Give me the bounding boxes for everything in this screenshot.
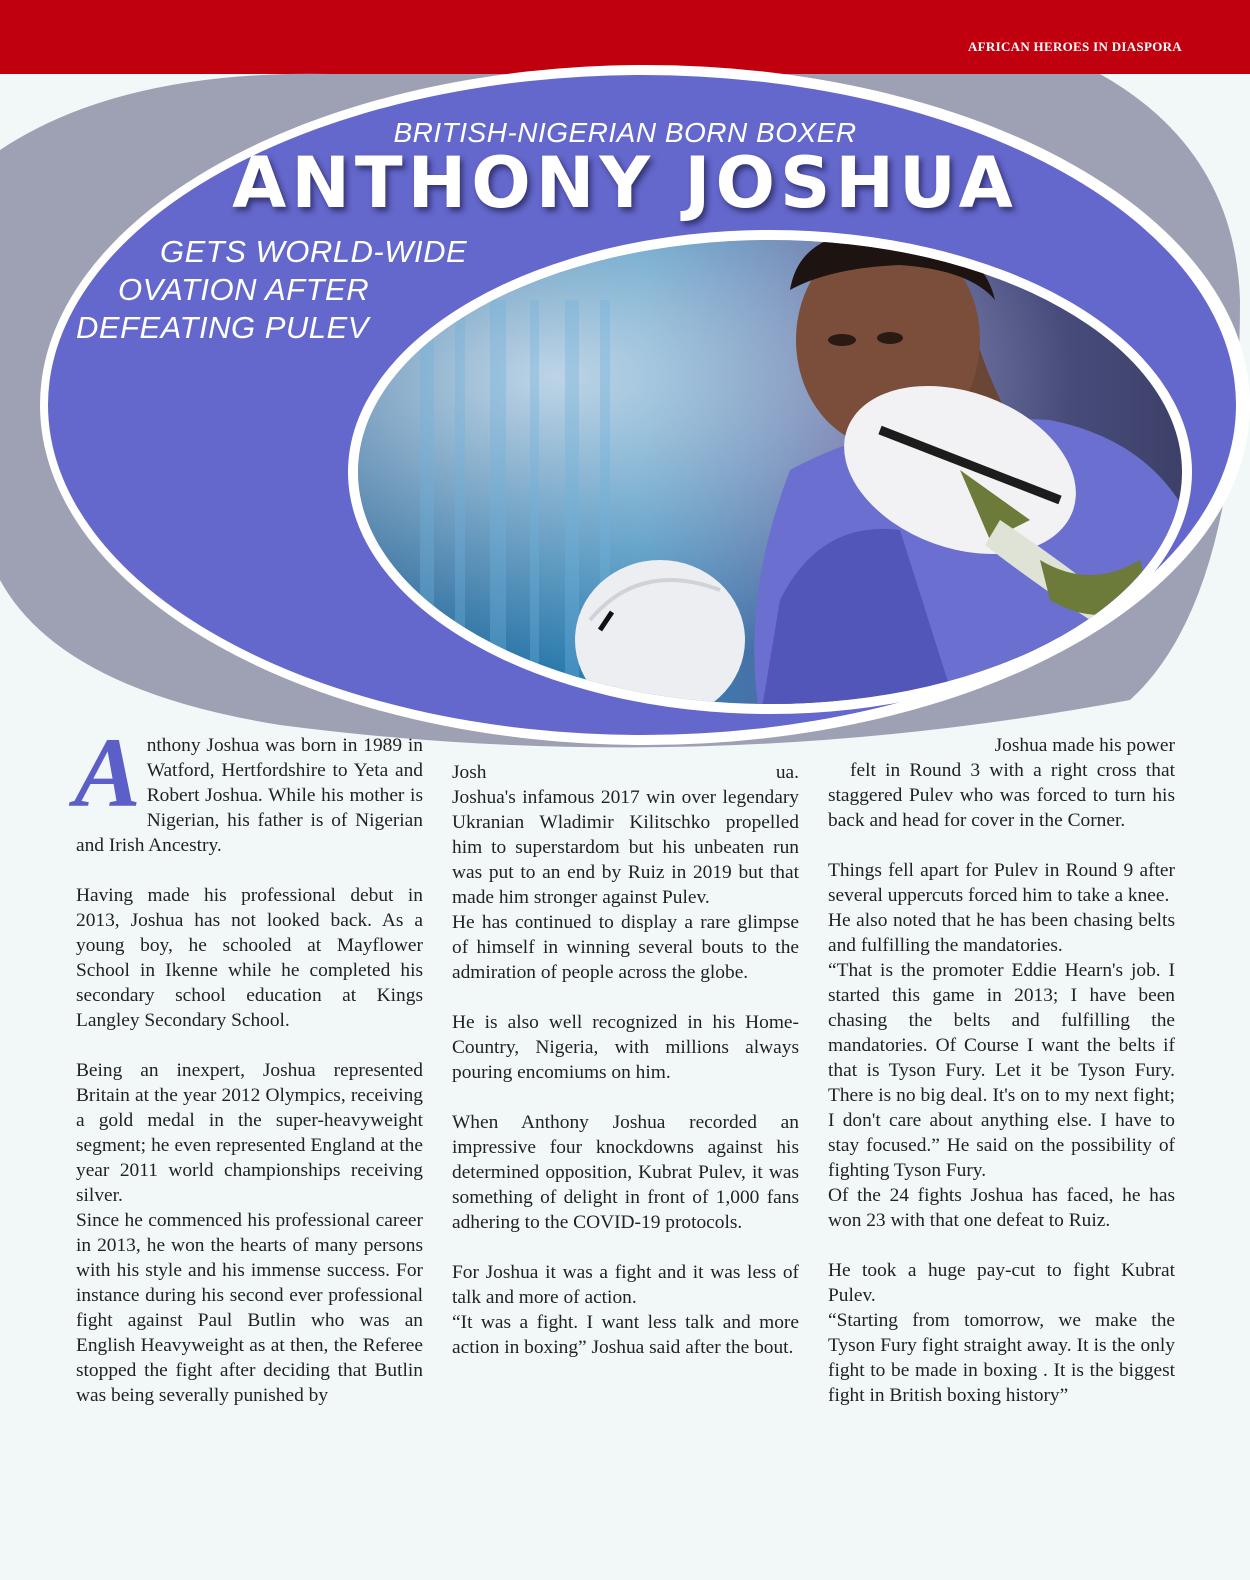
paragraph: felt in Round 3 with a right cross that staggered Pulev who was forced to turn his back and head for cover in the Corner. (828, 760, 1175, 831)
article-column-1 (74, 717, 423, 1433)
paragraph: Of the 24 fights Joshua has faced, he has won 23 with that one defeat to Ruiz. (828, 1185, 1175, 1231)
article-column-3 (828, 733, 1175, 1433)
section-label: AFRICAN HEROES IN DIASPORA (967, 39, 1182, 54)
paragraph: “Starting from tomorrow, we make the Tyson Fury fight straight away. It is the only fight to be made in boxing . It is the biggest fight in British boxing history” (828, 1310, 1175, 1406)
paragraph: For Joshua it was a fight and it was less of talk and more of action. (452, 1262, 799, 1308)
paragraph-text: nthony Joshua was born in 1989 in Watford, Hertfordshire to Yeta and Robert Joshua. While his mother is Nigerian, his father is of Nigerian and Irish Ancestry. (76, 735, 423, 856)
headline-subtitle (70, 233, 500, 347)
article-column-2 (452, 760, 799, 1385)
paragraph: Joshua made his power (994, 735, 1175, 756)
paragraph: “That is the promoter Eddie Hearn's job. I started this game in 2013; I have been chasing the belts and fulfilling the mandatories. Of Course I want the belts if that is Tyson Fury. Let it be Tyson Fury. There is no big deal. It's on to my next fight; I don't care about anything else. I have to stay focused.” He said on the possibility of fighting Tyson Fury. (828, 960, 1175, 1181)
paragraph: When Anthony Joshua recorded an impressive four knockdowns against his determined opposition, Kubrat Pulev, it was something of delight in front of 1,000 fans adhering to the COVID-19 protocols. (452, 1112, 799, 1233)
paragraph: Having made his professional debut in 2013, Joshua has not looked back. As a young boy, he schooled at Mayflower School in Ikenne while he completed his secondary school education at Kings Langley Secondary School. (76, 885, 423, 1031)
paragraph: He took a huge pay-cut to fight Kubrat Pulev. (828, 1260, 1175, 1306)
headline-title: ANTHONY JOSHUA (232, 142, 1018, 224)
subtitle-line: GETS WORLD-WIDE (160, 234, 468, 269)
paragraph: Josh ua. (452, 762, 799, 783)
drop-cap: A (74, 717, 141, 828)
paragraph (74, 717, 423, 858)
hero-graphic (0, 0, 1250, 760)
subtitle-line: DEFEATING PULEV (76, 310, 369, 345)
paragraph: Joshua's infamous 2017 win over legendary Ukranian Wladimir Kilitschko propelled him to superstardom but his unbeaten run was put to an end by Ruiz in 2019 but that made him stronger against Pulev. (452, 787, 799, 908)
paragraph: He has continued to display a rare glimpse of himself in winning several bouts to the admiration of people across the globe. (452, 912, 799, 983)
headline-kicker: BRITISH-NIGERIAN BORN BOXER (393, 117, 857, 148)
subtitle-line: OVATION AFTER (118, 272, 370, 307)
paragraph: Since he commenced his professional career in 2013, he won the hearts of many persons with his style and his immense success. For instance during his second ever professional fight against Paul Butlin who was an English Heavyweight as at then, the Referee stopped the fight after deciding that Butlin was being severally punished by (76, 1210, 423, 1406)
paragraph: “It was a fight. I want less talk and more action in boxing” Joshua said after the bout. (452, 1312, 799, 1358)
paragraph: He is also well recognized in his Home-Country, Nigeria, with millions always pouring encomiums on him. (452, 1012, 799, 1083)
paragraph: Things fell apart for Pulev in Round 9 after several uppercuts forced him to take a knee. (828, 860, 1175, 906)
paragraph: Being an inexpert, Joshua represented Britain at the year 2012 Olympics, receiving a gold medal in the super-heavyweight segment; he even represented England at the year 2011 world championships receiving silver. (76, 1060, 423, 1206)
paragraph: He also noted that he has been chasing belts and fulfilling the mandatories. (828, 910, 1175, 956)
